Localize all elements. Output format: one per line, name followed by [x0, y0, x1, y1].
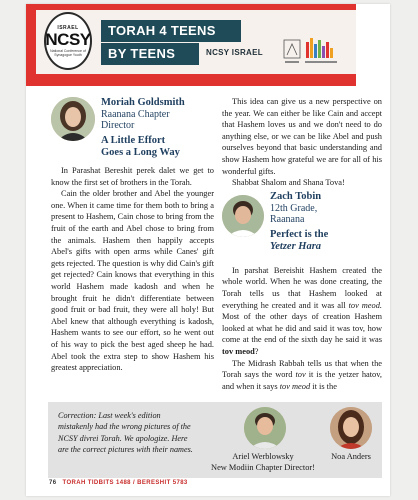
correction-person1-photo: [244, 407, 286, 449]
article1-author-name: Moriah Goldsmith: [101, 97, 185, 108]
page-footer: [49, 480, 188, 486]
article2-author-role-line1: 12th Grade,: [270, 202, 318, 214]
page-number: 76: [49, 480, 57, 486]
article1-author-role-line2: Director: [101, 120, 135, 131]
article2-author-photo: [222, 195, 264, 237]
correction-text: Correction: Last week's edition mistakenly had the wrong pictures of the NCSY divrei Torah. We apologize. Here are the correct pictures with their names.: [58, 411, 193, 454]
article1-continuation: This idea can give us a new perspective on the year. We can either be like Cain and accept that Hashem loves us and we don't need to do anything else, or we can be like Abel and push ourselves beyond that basic understanding and show Hashem how grateful we are for all of his wonderful gifts.: [222, 97, 382, 176]
article2-p1-text: In parshat Bereishit Hashem created the whole world. When he was done creating, the Torah tells us that Hashem looked at everything he created and it was all: [222, 265, 382, 310]
column-title-line2: BY TEENS: [101, 43, 199, 65]
article2-p2-end: it is the: [310, 381, 337, 391]
article2-p1-text-mid: Most of the other days of creation Hashem looked at what he did and said it was tov, how come at the end of the sixth day he said it was: [222, 312, 382, 345]
article2-title-line1: Perfect is the: [270, 228, 329, 240]
article2-p1-end: ?: [254, 346, 259, 356]
article2-author-role-line2: Raanana: [270, 213, 305, 225]
article2-paragraph-1: [222, 265, 382, 358]
right-column: [222, 96, 382, 392]
article2-p1-strong: tov meod: [222, 346, 255, 356]
correction-person1-name: Ariel Werblowsky: [232, 452, 294, 461]
article2-p1-emphasis: tov meod.: [348, 300, 382, 310]
article1-signoff: Shabbat Shalom and Shana Tova!: [232, 178, 345, 188]
article2-byline: [222, 191, 382, 265]
page: [26, 4, 390, 496]
article1-author-photo: [51, 97, 95, 141]
ncsy-logo: [44, 12, 92, 70]
article1-byline: [51, 95, 214, 165]
article2-paragraph-2: [222, 358, 382, 393]
column-title-line1: TORAH 4 TEENS: [101, 20, 241, 42]
article2-p2-text: The Midrash Rabbah tells us that when the Torah says the word: [222, 358, 382, 380]
article1-title-line1: A Little Effort: [101, 135, 166, 146]
logo-top-text: ISRAEL: [57, 25, 79, 31]
article1-author-role-line1: Raanana Chapter: [101, 109, 170, 120]
person-photo-icon: [330, 407, 372, 449]
column-subtitle: NCSY ISRAEL: [206, 48, 263, 57]
article2-p2-emphasis-1: tov: [295, 370, 306, 380]
person-photo-icon: [51, 97, 95, 141]
correction-box: [48, 402, 382, 478]
article1-column: [51, 95, 214, 374]
article2-p2-text-mid: it is the yetzer hatov, and when it says: [222, 370, 382, 391]
correction-person1-role: New Modiin Chapter Director!: [211, 463, 315, 472]
logo-main-text: NCSY: [45, 30, 91, 49]
article2-title-line2: Yetzer Hara: [270, 240, 322, 252]
article1-paragraph-2: Cain the older brother and Abel the younger one. When it came time for them both to bring a present to Hashem, Cain chose to bring from the fruit of the earth and Abel chose to bring from the animals. Hashem then happily accepts Abel's gifts with open arms while Canes' gift gets rejected. The question is why did Cain's gift get rejected? Cain knows that everything in this world Hashem made kadosh and when he brought fruit he didn't differentiate between good fruit or bad fruit, they were all holy! But Abel knew that although everything is kadosh, Hashem wants to see our effort, so he went out of his way to pick the best aged sheep he had. Abel took the extra step to show Hashem his greatest appreciation.: [51, 189, 215, 373]
partner-logos-icon: [282, 34, 342, 68]
person-photo-icon: [222, 195, 264, 237]
article1-title-line2: Goes a Long Way: [101, 147, 180, 158]
correction-person2-photo: [330, 407, 372, 449]
correction-person2-name: Noa Anders: [331, 452, 371, 461]
header: [26, 4, 390, 86]
article2-p2-emphasis-2: tov meod: [279, 381, 311, 391]
article2-author-name: Zach Tobin: [270, 190, 322, 202]
publication-name: TORAH TIDBITS 1488 / BERESHIT 5783: [62, 480, 188, 486]
article1-paragraph-1: In Parashat Bereshit perek dalet we get to know the first set of brothers in the Torah.: [51, 166, 214, 187]
person-photo-icon: [244, 407, 286, 449]
logo-sub-text: National Conference of Synagogue Youth: [50, 49, 86, 57]
